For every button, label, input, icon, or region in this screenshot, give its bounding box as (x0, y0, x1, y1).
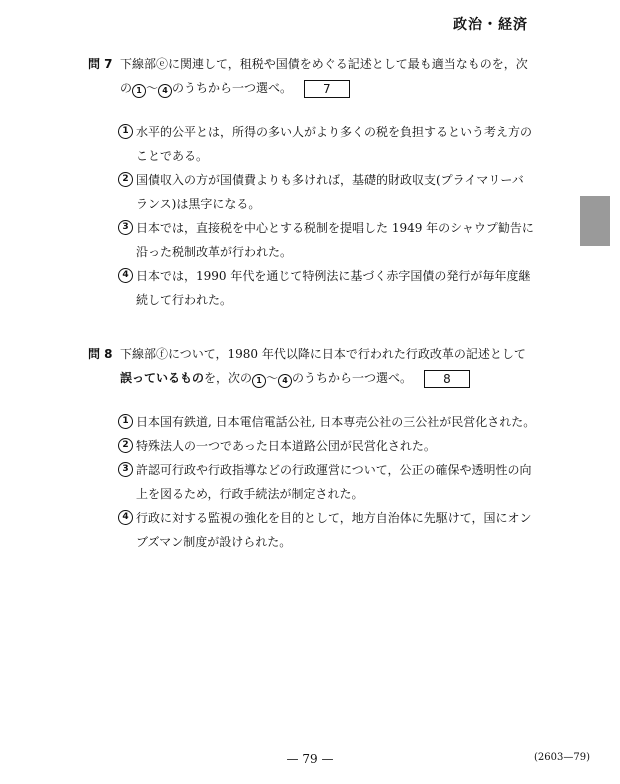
circled-number-4: 4 (278, 374, 292, 388)
option-text-line: 沿った税制改革が行われた。 (136, 245, 293, 259)
subject-header: 政治・経済 (453, 17, 528, 33)
option-text-line: 行政に対する監視の強化を目的として，地方自治体に先駆けて，国にオン (136, 511, 532, 525)
question-8-stem-line-2 (88, 366, 548, 390)
option-4[interactable] (88, 506, 548, 554)
option-number-1: 1 (118, 414, 133, 429)
option-4[interactable] (88, 264, 548, 312)
question-8-stem-line-1 (88, 342, 548, 366)
option-number-2: 2 (118, 438, 133, 453)
question-8-stem-post: のうちから一つ選べ。 (292, 371, 413, 385)
option-text-line: 日本では，1990 年代を通じて特例法に基づく赤字国債の発行が毎年度継 (136, 269, 531, 283)
option-number-4: 4 (118, 510, 133, 525)
option-text-line: ブズマン制度が設けられた。 (136, 535, 292, 549)
answer-box-8[interactable]: 8 (424, 370, 470, 388)
option-text-line: 水平的公平とは，所得の多い人がより多くの税を負担するという考え方の (136, 125, 533, 139)
answer-box-7[interactable]: 7 (304, 80, 350, 98)
option-2[interactable] (88, 168, 548, 216)
circled-number-4: 4 (158, 84, 172, 98)
option-text-line: ランス)は黒字になる。 (136, 197, 261, 211)
option-number-3: 3 (118, 220, 133, 235)
option-3[interactable] (88, 458, 548, 506)
option-3[interactable] (88, 216, 548, 264)
option-text-line: 上を図るため，行政手続法が制定された。 (136, 487, 364, 501)
option-text-line: 日本では，直接税を中心とする税制を提唱した 1949 年のシャウプ勧告に (136, 221, 534, 235)
option-1[interactable] (88, 410, 548, 434)
question-8 (88, 342, 548, 554)
option-text-line: 国債収入の方が国債費よりも多ければ，基礎的財政収支(プライマリーバ (136, 173, 524, 187)
option-number-2: 2 (118, 172, 133, 187)
question-8-options (88, 410, 548, 554)
question-7-number: 問 7 (88, 57, 113, 71)
section-tab-marker (580, 196, 610, 246)
circled-number-1: 1 (132, 84, 146, 98)
question-8-stem-pre: を，次の (204, 371, 253, 385)
question-7-stem-pre: の (120, 81, 133, 95)
question-7-options (88, 120, 548, 312)
question-8-number: 問 8 (88, 347, 113, 361)
range-tilde: 〜 (146, 81, 159, 95)
question-7-stem-line-1 (88, 52, 548, 76)
page-number: — 79 — (286, 752, 334, 766)
option-number-4: 4 (118, 268, 133, 283)
question-7-stem-post: のうちから一つ選べ。 (172, 81, 293, 95)
question-8-stem-text: 下線部ⓕについて，1980 年代以降に日本で行われた行政改革の記述として (120, 347, 526, 361)
option-text-line: 続して行われた。 (136, 293, 233, 307)
option-2[interactable] (88, 434, 548, 458)
option-text-line: 日本国有鉄道, 日本電信電話公社, 日本専売公社の三公社が民営化された。 (136, 415, 536, 429)
range-tilde: 〜 (266, 371, 279, 385)
option-text-line: 特殊法人の一つであった日本道路公団が民営化された。 (136, 439, 436, 453)
option-text-line: ことである。 (136, 149, 209, 163)
option-1[interactable] (88, 120, 548, 168)
question-7 (88, 52, 548, 312)
option-text-line: 許認可行政や行政指導などの行政運営について，公正の確保や透明性の向 (136, 463, 532, 477)
emphasis-incorrect: 誤っているもの (120, 371, 205, 385)
option-number-3: 3 (118, 462, 133, 477)
question-7-stem-line-2 (88, 76, 548, 100)
circled-number-1: 1 (252, 374, 266, 388)
option-number-1: 1 (118, 124, 133, 139)
document-code: (2603—79) (534, 752, 590, 763)
question-7-stem-text: 下線部ⓔに関連して，租税や国債をめぐる記述として最も適当なものを，次 (120, 57, 528, 71)
